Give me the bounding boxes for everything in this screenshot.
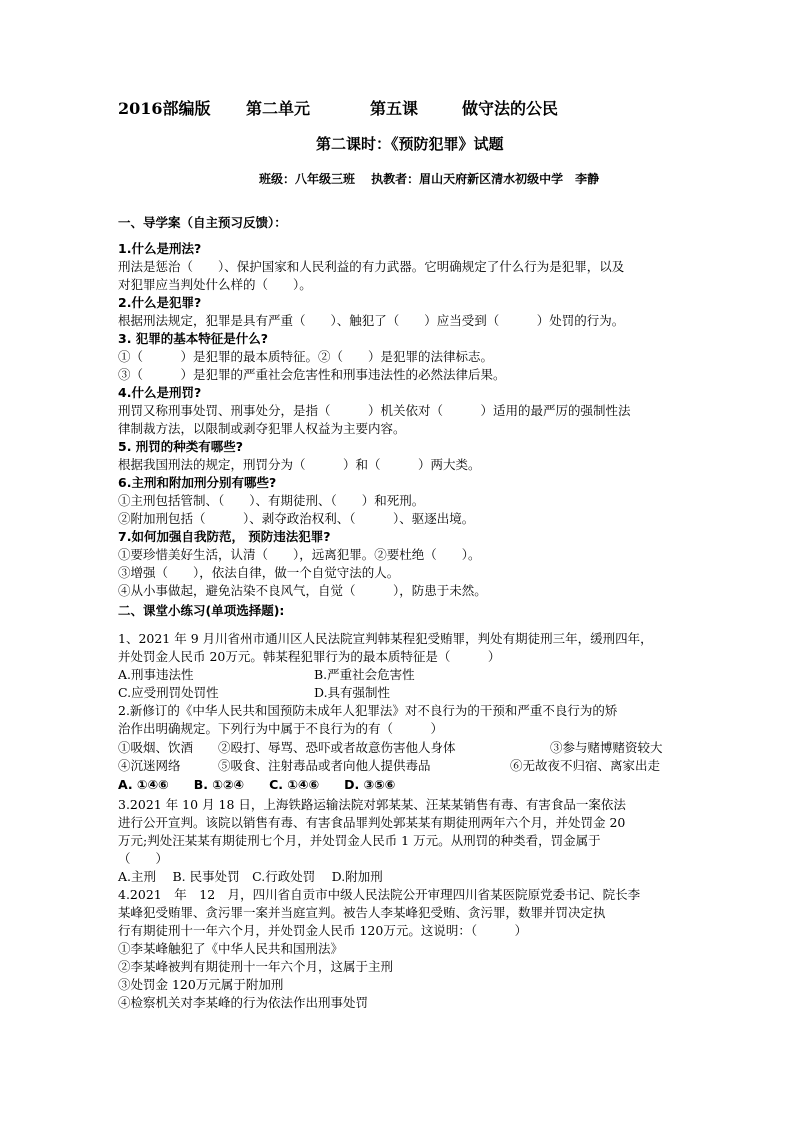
q1-option-b: B.严重社会危害性 (314, 667, 415, 682)
s1-line: ①主刑包括管制、（ ）、有期徒刑、（ ）和死刑。 (118, 493, 425, 508)
s1-line: 对犯罪应当判处什么样的（ ）。 (118, 277, 312, 292)
q2-line: 治作出明确规定。下列行为中属于不良行为的有（ ） (118, 721, 444, 736)
class-info: 班级：八年级三班 执教者：眉山天府新区清水初级中学 李静 (259, 172, 600, 186)
document-title (118, 96, 558, 119)
q4-statement: ②李某峰被判有期徒刑十一年六个月，这属于主刑 (118, 959, 394, 974)
s1-line: 2.什么是犯罪? (118, 295, 202, 310)
q3-options: A.主刑 B. 民事处罚 C.行政处罚 D.附加刑 (118, 869, 383, 884)
q2-line: 2.新修订的《中华人民共和国预防未成年人犯罪法》对不良行为的干预和严重不良行为的矫 (118, 703, 618, 718)
q2-item: ④沉迷网络 (118, 758, 181, 773)
q4-statement: ④检察机关对李某峰的行为依法作出刑事处罚 (118, 995, 369, 1010)
q2-item: ②殴打、辱骂、恐吓或者故意伤害他人身体 (218, 740, 456, 755)
section2-heading: 二、课堂小练习(单项选择题): (118, 603, 285, 618)
document-subtitle: 第二课时：《预防犯罪》试题 (316, 135, 504, 153)
q3-line: 万元;判处汪某某有期徒刑七个月，并处罚金人民币 1 万元。从刑罚的种类看，罚金属于 (118, 833, 601, 848)
s1-line: 6.主刑和附加刑分别有哪些? (118, 475, 277, 490)
q3-line: （ ） (118, 851, 169, 866)
s1-line: 7.如何加强自我防范， 预防违法犯罪? (118, 529, 331, 544)
s1-line: ④从小事做起，避免沾染不良风气，自觉（ ），防患于未然。 (118, 583, 487, 598)
q4-statement: ③处罚金 120万元属于附加刑 (118, 977, 284, 992)
q2-item: ⑤吸食、注射毒品或者向他人提供毒品 (218, 758, 431, 773)
q2-item: ③参与赌博赌资较大 (550, 740, 663, 755)
q4-line: 4.2021 年 12 月，四川省自贡市中级人民法院公开审理四川省某医院原党委书记、院长李 (118, 887, 641, 902)
s1-line: 律制裁方法，以限制或剥夺犯罪人权益为主要内容。 (118, 421, 406, 436)
q3-line: 3.2021 年 10 月 18 日，上海铁路运输法院对郭某某、汪某某销售有毒、有害食品一案依法 (118, 797, 626, 812)
s1-line: 根据刑法规定，犯罪是具有严重（ ）、触犯了（ ）应当受到（ ）处罚的行为。 (118, 313, 625, 328)
s1-line: ①要珍惜美好生活，认清（ ），远离犯罪。②要杜绝（ ）。 (118, 547, 481, 562)
title-topic: 做守法的公民 (462, 99, 559, 118)
s1-line: 5. 刑罚的种类有哪些? (118, 439, 244, 454)
q1-option-c: C.应受刑罚处罚性 (118, 685, 219, 700)
title-lesson: 第五课 (370, 99, 419, 118)
q4-line: 行有期徒刑十一年六个月，并处罚金人民币 120万元。这说明：（ ） (118, 923, 528, 938)
q2-item: ⑥无故夜不归宿、离家出走 (510, 758, 661, 773)
s1-line: 4.什么是刑罚? (118, 385, 202, 400)
s1-line: 根据我国刑法的规定，刑罚分为（ ）和（ ）两大类。 (118, 457, 481, 472)
q3-line: 进行公开宣判。该院以销售有毒、有害食品罪判处郭某某有期徒刑两年六个月，并处罚金 20 (118, 815, 626, 830)
q2-options: A. ①④⑥ B. ①②④ C. ①④⑥ D. ③⑤⑥ (118, 777, 396, 792)
s1-line: 刑法是惩治（ ）、保护国家和人民利益的有力武器。它明确规定了什么行为是犯罪，以及 (118, 259, 625, 274)
s1-line: 刑罚又称刑事处罚、刑事处分，是指（ ）机关依对（ ）适用的最严厉的强制性法 (118, 403, 631, 418)
s1-line: ②附加刑包括（ ）、剥夺政治权利、（ ）、驱逐出境。 (118, 511, 475, 526)
section1-heading: 一、导学案（自主预习反馈）： (118, 215, 287, 230)
title-unit: 第二单元 (246, 99, 311, 118)
s1-line: 3. 犯罪的基本特征是什么? (118, 331, 269, 346)
q1-line: 1、2021 年 9 月川省州市通川区人民法院宣判韩某程犯受贿罪，判处有期徒刑三年，缓刑四年， (118, 631, 653, 646)
title-edition: 2016部编版 (118, 99, 211, 118)
s1-line: ①（ ）是犯罪的最本质特征。②（ ）是犯罪的法律标志。 (118, 349, 494, 364)
s1-line: ③增强（ ），依法自律，做一个自觉守法的人。 (118, 565, 400, 580)
q4-statement: ①李某峰触犯了《中华人民共和国刑法》 (118, 941, 344, 956)
q1-line: 并处罚金人民币 20万元。韩某程犯罪行为的最本质特征是（ ） (118, 649, 501, 664)
s1-line: ③（ ）是犯罪的严重社会危害性和刑事违法性的必然法律后果。 (118, 367, 506, 382)
q1-option-a: A.刑事违法性 (118, 667, 194, 682)
q2-item: ①吸烟、饮酒 (118, 740, 194, 755)
s1-line: 1.什么是刑法? (118, 241, 202, 256)
q1-option-d: D.具有强制性 (314, 685, 391, 700)
q4-line: 某峰犯受贿罪、贪污罪一案并当庭宣判。被告人李某峰犯受贿、贪污罪，数罪并罚决定执 (118, 905, 606, 920)
